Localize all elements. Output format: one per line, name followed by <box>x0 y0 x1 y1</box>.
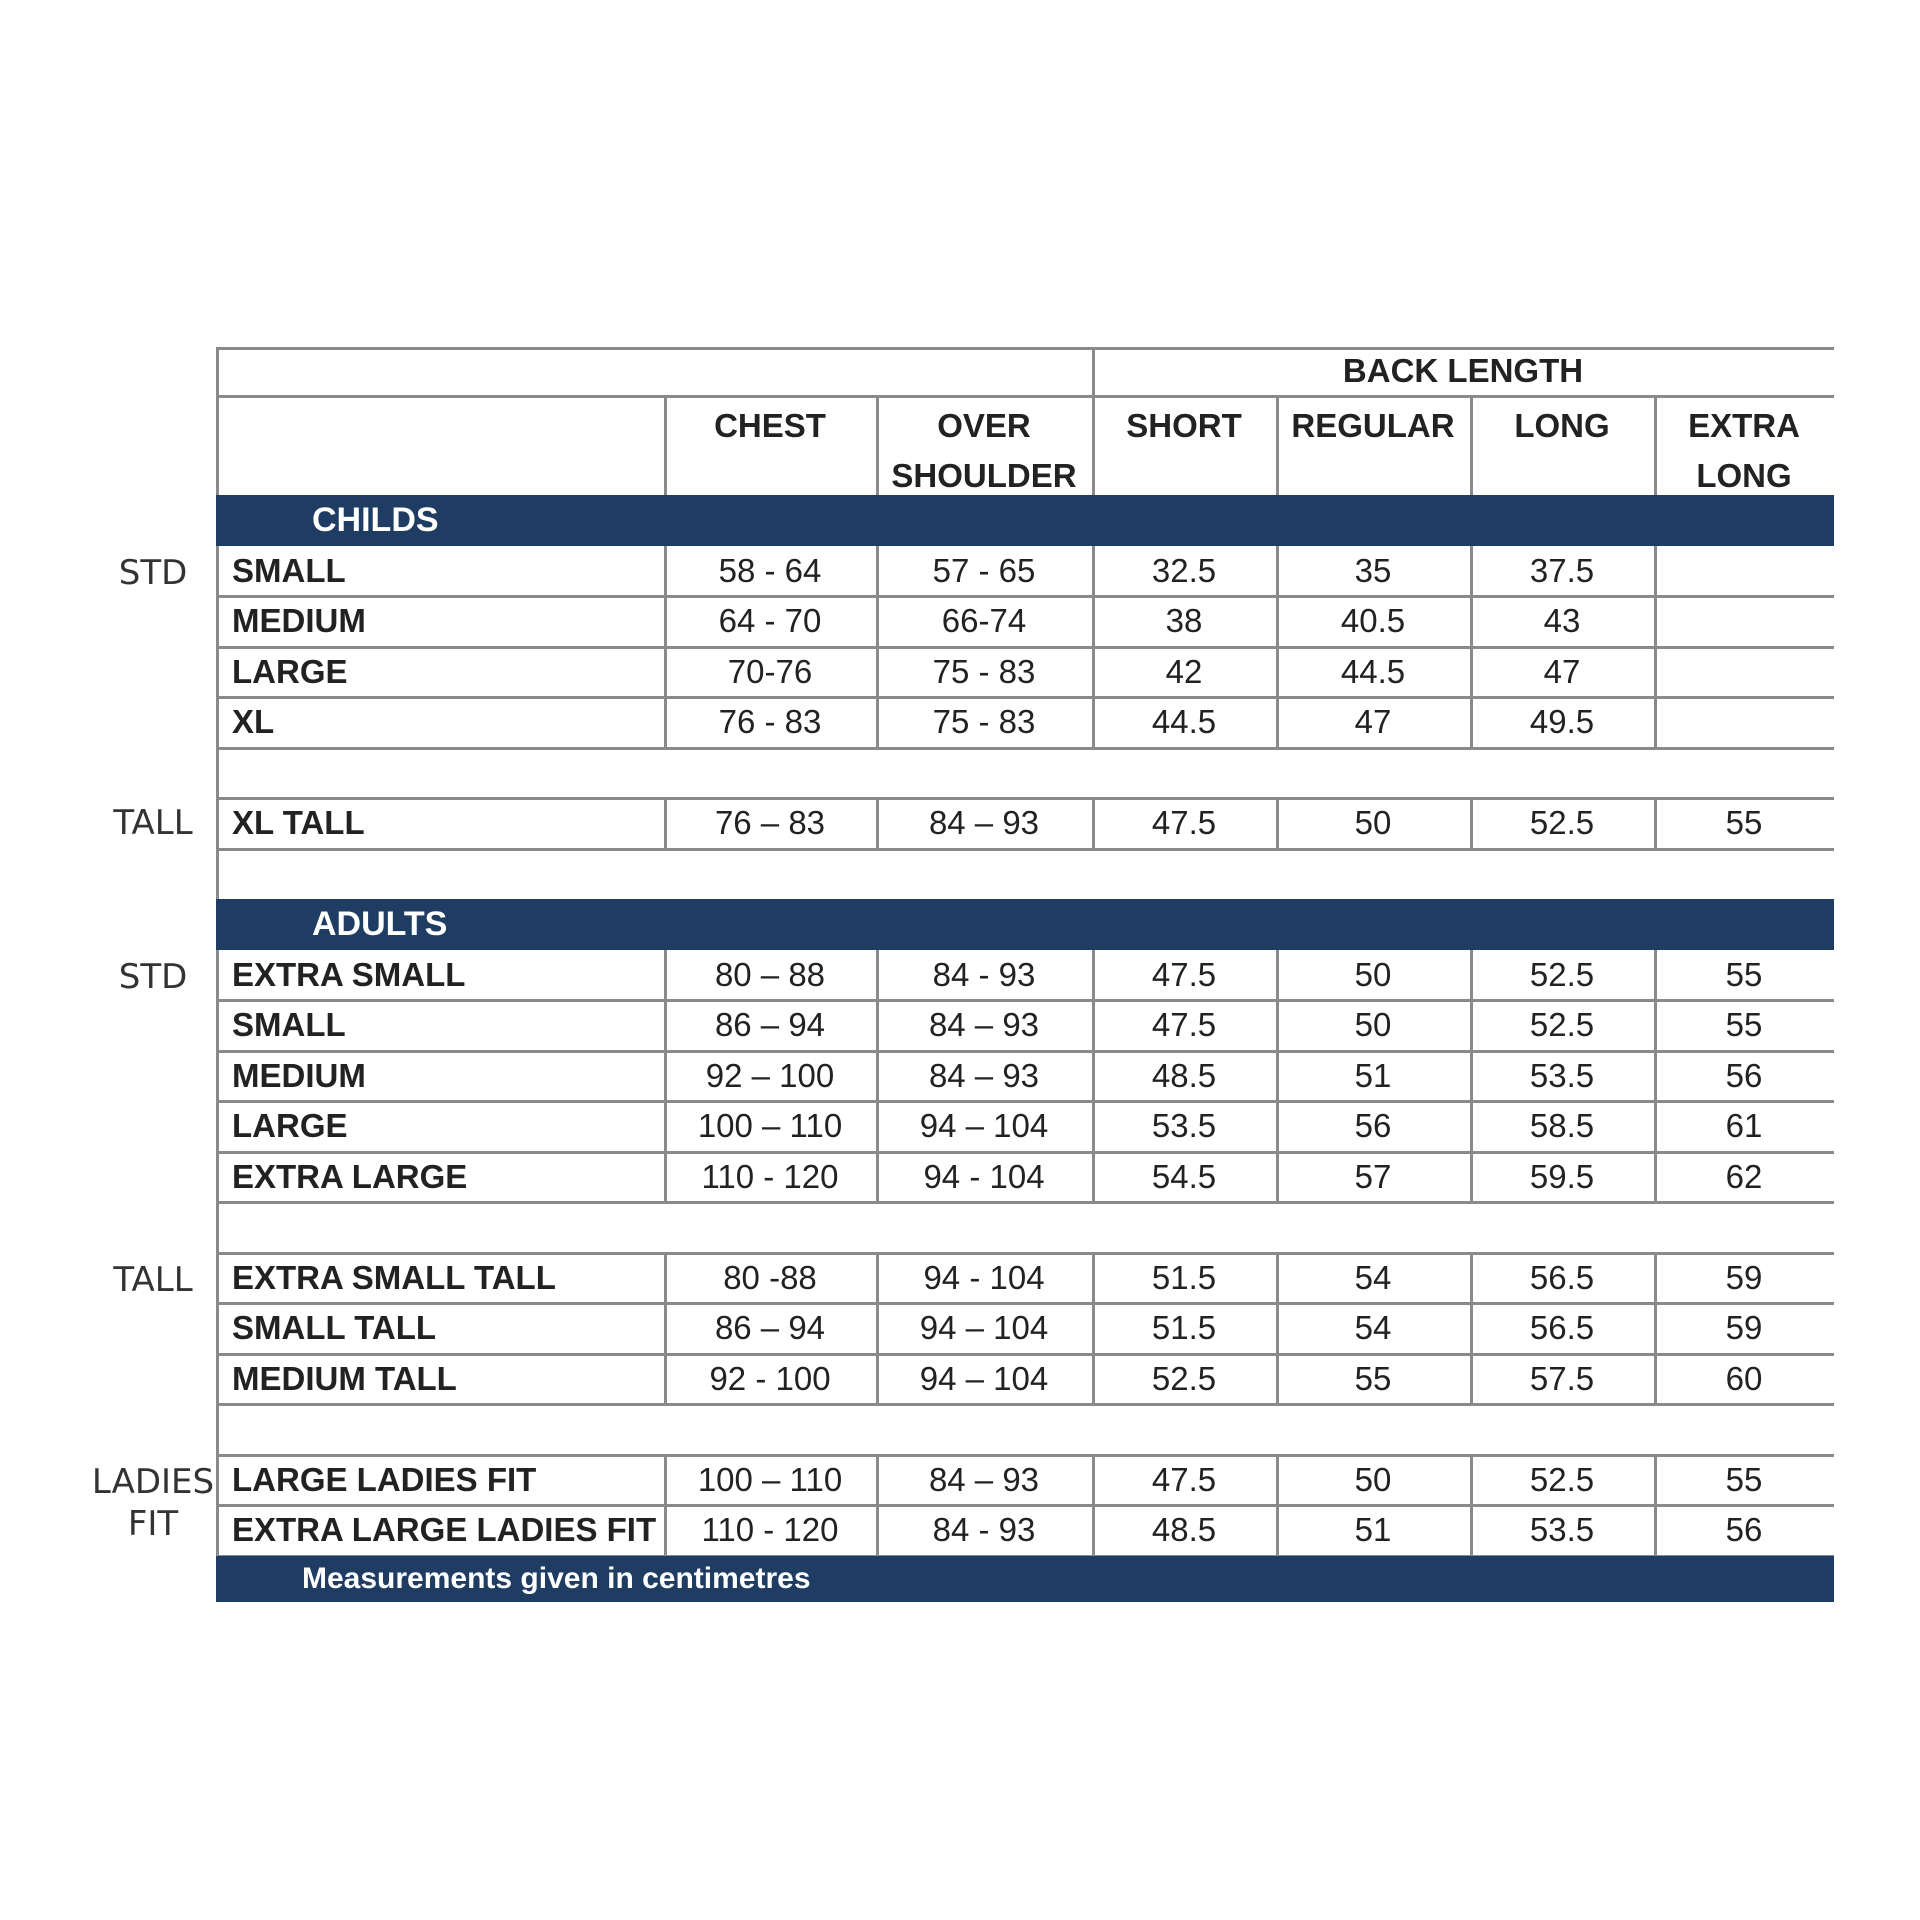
size-value: 76 - 83 <box>718 703 822 741</box>
grid-line <box>876 1303 879 1354</box>
grid-line <box>1470 1101 1473 1152</box>
size-value: 59.5 <box>1529 1157 1595 1195</box>
grid-line <box>664 1000 667 1051</box>
size-value: 53.5 <box>1529 1056 1595 1094</box>
size-value: 50 <box>1354 955 1392 993</box>
size-value: 37.5 <box>1529 551 1595 589</box>
grid-line <box>1470 1051 1473 1102</box>
grid-line <box>1276 1253 1279 1304</box>
size-value: 84 – 93 <box>928 804 1040 842</box>
size-value: 94 – 104 <box>919 1309 1049 1347</box>
grid-line <box>1092 1101 1095 1152</box>
size-value: 44.5 <box>1340 652 1406 690</box>
size-name: MEDIUM <box>232 602 366 640</box>
grid-line <box>1470 1505 1473 1556</box>
size-value: 52.5 <box>1529 955 1595 993</box>
section-title: CHILDS <box>312 500 439 539</box>
grid-line <box>1470 1354 1473 1405</box>
size-value: 100 – 110 <box>697 1460 843 1498</box>
column-header: LONG <box>1514 407 1610 444</box>
size-value: 51 <box>1354 1056 1392 1094</box>
back-length-header: BACK LENGTH <box>1342 351 1584 389</box>
size-value: 32.5 <box>1151 551 1217 589</box>
grid-line <box>1276 798 1279 849</box>
size-value: 70-76 <box>727 652 813 690</box>
size-value: 47.5 <box>1151 1006 1217 1044</box>
grid-line <box>876 798 879 849</box>
size-value <box>1654 546 1834 597</box>
grid-line <box>664 546 667 597</box>
grid-line <box>664 1101 667 1152</box>
grid-line <box>1470 798 1473 849</box>
size-value: 47.5 <box>1151 1460 1217 1498</box>
size-value: 48.5 <box>1151 1056 1217 1094</box>
grid-line <box>1276 1303 1279 1354</box>
grid-line <box>664 1354 667 1405</box>
size-value: 80 – 88 <box>714 955 826 993</box>
footer-note: Measurements given in centimetres <box>302 1561 811 1595</box>
grid-line <box>1470 950 1473 1001</box>
size-value: 47 <box>1354 703 1392 741</box>
grid-line <box>664 950 667 1001</box>
grid-line <box>876 1000 879 1051</box>
grid-line <box>1092 697 1095 748</box>
size-value: 100 – 110 <box>697 1107 843 1145</box>
grid-line <box>1470 1303 1473 1354</box>
size-value: 52.5 <box>1529 1460 1595 1498</box>
grid-line <box>1092 950 1095 1001</box>
size-value: 60 <box>1725 1359 1763 1397</box>
size-value: 57.5 <box>1529 1359 1595 1397</box>
size-value: 35 <box>1354 551 1392 589</box>
size-value: 51.5 <box>1151 1309 1217 1347</box>
size-value: 51.5 <box>1151 1258 1217 1296</box>
size-value: 56.5 <box>1529 1309 1595 1347</box>
grid-line <box>1654 1303 1657 1354</box>
size-value: 84 – 93 <box>928 1460 1040 1498</box>
size-value: 94 – 104 <box>919 1107 1049 1145</box>
size-value: 56.5 <box>1529 1258 1595 1296</box>
size-value: 55 <box>1354 1359 1392 1397</box>
size-value: 84 – 93 <box>928 1056 1040 1094</box>
size-value: 75 - 83 <box>932 703 1036 741</box>
grid-line <box>1654 1051 1657 1102</box>
grid-line <box>1654 1101 1657 1152</box>
size-value: 55 <box>1725 955 1763 993</box>
grid-line <box>876 1505 879 1556</box>
column-header: REGULAR <box>1291 407 1455 444</box>
size-name: EXTRA LARGE <box>232 1157 468 1195</box>
size-value: 49.5 <box>1529 703 1595 741</box>
size-name: SMALL <box>232 551 346 589</box>
size-value: 84 - 93 <box>932 955 1036 993</box>
size-value: 56 <box>1725 1511 1763 1549</box>
grid-line <box>1654 647 1657 698</box>
grid-line <box>1092 596 1095 647</box>
grid-line <box>1276 647 1279 698</box>
grid-line <box>1276 950 1279 1001</box>
size-value <box>1654 647 1834 698</box>
size-value: 84 – 93 <box>928 1006 1040 1044</box>
grid-line <box>1092 1505 1095 1556</box>
grid-line <box>216 395 1834 398</box>
grid-line <box>1276 1354 1279 1405</box>
grid-line <box>664 1051 667 1102</box>
grid-line <box>1654 1253 1657 1304</box>
column-header: CHEST <box>714 407 826 444</box>
size-name: EXTRA SMALL <box>232 955 466 993</box>
size-value: 110 - 120 <box>701 1511 839 1549</box>
grid-line <box>1276 1455 1279 1506</box>
grid-line <box>216 747 1834 750</box>
size-name: EXTRA LARGE LADIES FIT <box>232 1511 657 1549</box>
size-value: 55 <box>1725 804 1763 842</box>
size-value: 55 <box>1725 1460 1763 1498</box>
grid-line <box>1092 1455 1095 1506</box>
size-value: 58 - 64 <box>718 551 822 589</box>
size-name: LARGE LADIES FIT <box>232 1460 537 1498</box>
size-value: 62 <box>1725 1157 1763 1195</box>
grid-line <box>876 1101 879 1152</box>
grid-line <box>876 950 879 1001</box>
group-label: TALL <box>113 1259 193 1300</box>
grid-line <box>876 1253 879 1304</box>
size-value: 54.5 <box>1151 1157 1217 1195</box>
size-value: 51 <box>1354 1511 1392 1549</box>
grid-line <box>1276 697 1279 748</box>
size-name: XL <box>232 703 275 741</box>
size-value: 80 -88 <box>723 1258 817 1296</box>
size-value: 58.5 <box>1529 1107 1595 1145</box>
size-value: 76 – 83 <box>714 804 826 842</box>
size-value: 57 - 65 <box>932 551 1036 589</box>
size-value: 57 <box>1354 1157 1392 1195</box>
size-value: 61 <box>1725 1107 1763 1145</box>
grid-line <box>1276 1152 1279 1203</box>
grid-line <box>1654 697 1657 748</box>
grid-line <box>876 1455 879 1506</box>
size-value: 54 <box>1354 1258 1392 1296</box>
grid-line <box>1092 1253 1095 1304</box>
grid-line <box>876 596 879 647</box>
size-value: 47 <box>1543 652 1581 690</box>
size-value: 64 - 70 <box>718 602 822 640</box>
size-value: 66-74 <box>941 602 1027 640</box>
size-value: 50 <box>1354 804 1392 842</box>
size-name: SMALL TALL <box>232 1309 437 1347</box>
size-value: 47.5 <box>1151 955 1217 993</box>
size-name: LARGE <box>232 1107 348 1145</box>
size-value: 38 <box>1165 602 1203 640</box>
grid-line <box>1276 546 1279 597</box>
size-value: 110 - 120 <box>701 1157 839 1195</box>
column-header: EXTRA LONG <box>1688 407 1800 494</box>
grid-line <box>1092 647 1095 698</box>
grid-line <box>1092 546 1095 597</box>
grid-line <box>1470 1000 1473 1051</box>
group-label: TALL <box>113 803 193 843</box>
size-value: 92 – 100 <box>705 1056 835 1094</box>
grid-line <box>1654 1505 1657 1556</box>
size-value: 86 – 94 <box>714 1006 826 1044</box>
grid-line <box>1276 1051 1279 1102</box>
size-value: 53.5 <box>1151 1107 1217 1145</box>
grid-line <box>1470 1152 1473 1203</box>
grid-line <box>1470 546 1473 597</box>
group-label: LADIES FIT <box>91 1461 215 1544</box>
size-value <box>1654 596 1834 647</box>
grid-line <box>1092 798 1095 849</box>
size-name: MEDIUM TALL <box>232 1359 457 1397</box>
grid-line <box>664 647 667 698</box>
grid-line <box>1276 1000 1279 1051</box>
grid-line <box>216 848 1834 851</box>
size-value: 50 <box>1354 1006 1392 1044</box>
size-value: 94 - 104 <box>923 1258 1045 1296</box>
size-name: XL TALL <box>232 804 365 842</box>
grid-line <box>1092 1354 1095 1405</box>
grid-line <box>1470 647 1473 698</box>
size-value: 84 - 93 <box>932 1511 1036 1549</box>
grid-line <box>664 1505 667 1556</box>
size-value: 92 - 100 <box>709 1359 831 1397</box>
size-value: 40.5 <box>1340 602 1406 640</box>
size-value: 56 <box>1725 1056 1763 1094</box>
grid-line <box>1654 1455 1657 1506</box>
size-value: 86 – 94 <box>714 1309 826 1347</box>
grid-line <box>1654 1152 1657 1203</box>
size-value <box>1654 697 1834 748</box>
grid-line <box>1092 1152 1095 1203</box>
grid-line <box>1470 697 1473 748</box>
column-header: SHORT <box>1126 407 1242 444</box>
grid-line <box>1276 1505 1279 1556</box>
grid-line <box>1470 1455 1473 1506</box>
size-name: SMALL <box>232 1006 346 1044</box>
grid-line <box>1470 1253 1473 1304</box>
grid-line <box>876 697 879 748</box>
size-value: 42 <box>1165 652 1203 690</box>
grid-line <box>1654 1000 1657 1051</box>
size-value: 52.5 <box>1151 1359 1217 1397</box>
grid-line <box>1654 798 1657 849</box>
grid-line <box>664 697 667 748</box>
grid-line <box>1092 1303 1095 1354</box>
size-value: 44.5 <box>1151 703 1217 741</box>
size-value: 94 – 104 <box>919 1359 1049 1397</box>
size-value: 52.5 <box>1529 1006 1595 1044</box>
grid-line <box>216 1201 1834 1204</box>
grid-line <box>1470 596 1473 647</box>
grid-line <box>664 1455 667 1506</box>
size-value: 56 <box>1354 1107 1392 1145</box>
size-name: EXTRA SMALL TALL <box>232 1258 556 1296</box>
size-name: MEDIUM <box>232 1056 366 1094</box>
grid-line <box>876 647 879 698</box>
section-title: ADULTS <box>312 904 448 943</box>
grid-line <box>664 1152 667 1203</box>
grid-line <box>1654 596 1657 647</box>
grid-line <box>664 1253 667 1304</box>
grid-line <box>216 1403 1834 1406</box>
grid-line <box>1276 1101 1279 1152</box>
size-value: 94 - 104 <box>923 1157 1045 1195</box>
group-label: STD <box>118 552 188 593</box>
grid-line <box>664 1303 667 1354</box>
grid-line <box>876 1051 879 1102</box>
grid-line <box>664 596 667 647</box>
grid-line <box>876 546 879 597</box>
grid-line <box>1092 1000 1095 1051</box>
size-value: 53.5 <box>1529 1511 1595 1549</box>
grid-line <box>1654 546 1657 597</box>
grid-line <box>664 798 667 849</box>
group-label: STD <box>118 956 188 997</box>
size-value: 59 <box>1725 1258 1763 1296</box>
size-value: 75 - 83 <box>932 652 1036 690</box>
grid-line <box>876 1354 879 1405</box>
size-value: 50 <box>1354 1460 1392 1498</box>
size-value: 55 <box>1725 1006 1763 1044</box>
grid-line <box>1654 1354 1657 1405</box>
grid-line <box>876 1152 879 1203</box>
grid-line <box>1092 1051 1095 1102</box>
size-value: 48.5 <box>1151 1511 1217 1549</box>
grid-line <box>1276 596 1279 647</box>
column-header: OVER SHOULDER <box>891 407 1077 494</box>
size-value: 47.5 <box>1151 804 1217 842</box>
size-value: 54 <box>1354 1309 1392 1347</box>
size-name: LARGE <box>232 652 348 690</box>
size-value: 52.5 <box>1529 804 1595 842</box>
size-value: 43 <box>1543 602 1581 640</box>
size-value: 59 <box>1725 1309 1763 1347</box>
grid-line <box>1654 950 1657 1001</box>
